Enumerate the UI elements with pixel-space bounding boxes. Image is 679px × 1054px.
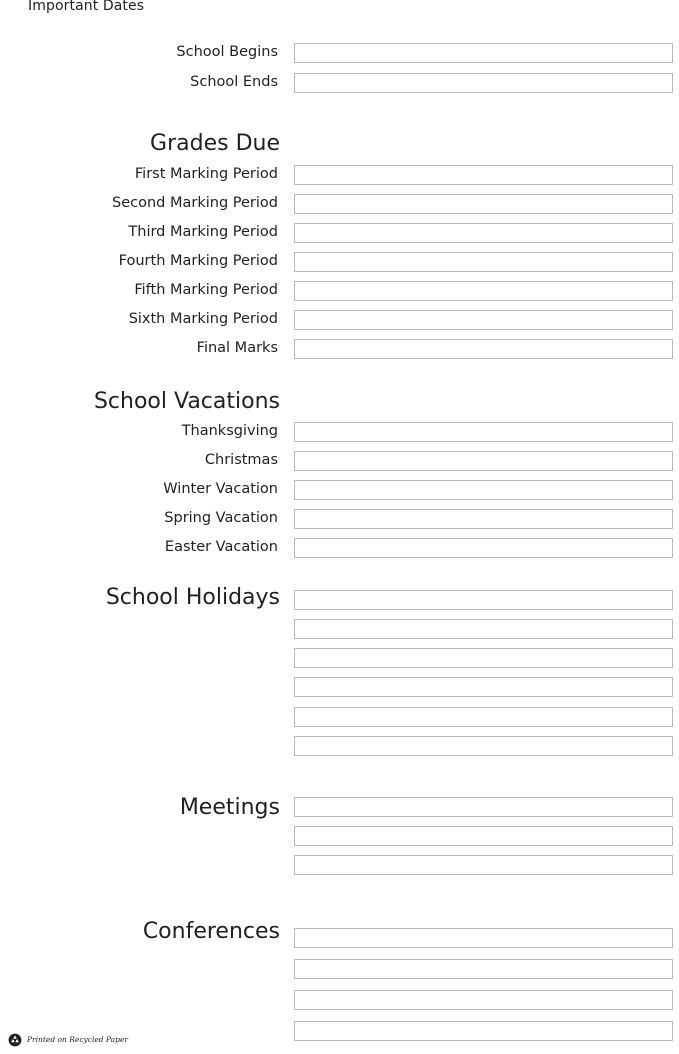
field-label: Spring Vacation xyxy=(164,510,278,526)
field-label: Fourth Marking Period xyxy=(118,253,278,269)
field-label: First Marking Period xyxy=(134,166,278,182)
form-row-school-holiday-6 xyxy=(0,736,679,758)
spring-vacation-input[interactable] xyxy=(294,509,673,529)
form-row-school-holiday-3 xyxy=(0,648,679,670)
section-heading-grades-due: Grades Due xyxy=(150,131,280,156)
form-row-second-marking-period xyxy=(0,194,679,216)
form-row-school-holiday-1 xyxy=(0,590,679,612)
fourth-marking-period-input[interactable] xyxy=(294,252,673,272)
form-row-conference-3 xyxy=(0,990,679,1012)
form-row-christmas xyxy=(0,451,679,473)
form-row-school-holiday-4 xyxy=(0,677,679,699)
page-title: Important Dates xyxy=(28,0,145,14)
field-label: Third Marking Period xyxy=(128,224,278,240)
conference-input-2[interactable] xyxy=(294,959,673,979)
form-row-sixth-marking-period xyxy=(0,310,679,332)
field-label: Easter Vacation xyxy=(164,539,278,555)
conference-input-4[interactable] xyxy=(294,1021,673,1041)
form-row-third-marking-period xyxy=(0,223,679,245)
form-row-meeting-3 xyxy=(0,855,679,877)
conference-input-3[interactable] xyxy=(294,990,673,1010)
christmas-input[interactable] xyxy=(294,451,673,471)
school-begins-input[interactable] xyxy=(294,43,673,63)
meeting-input-1[interactable] xyxy=(294,797,673,817)
form-row-easter-vacation xyxy=(0,538,679,560)
section-heading-school-vacations: School Vacations xyxy=(93,389,280,414)
form-row-meeting-1 xyxy=(0,797,679,819)
school-holiday-input-2[interactable] xyxy=(294,619,673,639)
form-row-winter-vacation xyxy=(0,480,679,502)
field-label: Fifth Marking Period xyxy=(134,282,278,298)
thanksgiving-input[interactable] xyxy=(294,422,673,442)
recycle-icon xyxy=(8,1032,22,1046)
meeting-input-2[interactable] xyxy=(294,826,673,846)
form-row-first-marking-period xyxy=(0,165,679,187)
school-holiday-input-6[interactable] xyxy=(294,736,673,756)
final-marks-input[interactable] xyxy=(294,339,673,359)
form-row-thanksgiving xyxy=(0,422,679,444)
meeting-input-3[interactable] xyxy=(294,855,673,875)
easter-vacation-input[interactable] xyxy=(294,538,673,558)
form-row-school-begins xyxy=(0,43,679,65)
school-holiday-input-4[interactable] xyxy=(294,677,673,697)
winter-vacation-input[interactable] xyxy=(294,480,673,500)
form-row-school-holiday-5 xyxy=(0,707,679,729)
first-marking-period-input[interactable] xyxy=(294,165,673,185)
section-heading-meetings: Meetings xyxy=(179,795,280,820)
field-label: Final Marks xyxy=(196,340,278,356)
second-marking-period-input[interactable] xyxy=(294,194,673,214)
school-ends-input[interactable] xyxy=(294,73,673,93)
school-holiday-input-5[interactable] xyxy=(294,707,673,727)
form-row-school-ends xyxy=(0,73,679,95)
form-row-final-marks xyxy=(0,339,679,361)
conference-input-1[interactable] xyxy=(294,928,673,948)
fifth-marking-period-input[interactable] xyxy=(294,281,673,301)
footer xyxy=(8,1032,128,1046)
form-row-conference-2 xyxy=(0,959,679,981)
field-label: Thanksgiving xyxy=(181,423,278,439)
form-row-conference-1 xyxy=(0,928,679,950)
field-label: Second Marking Period xyxy=(112,195,278,211)
form-row-school-holiday-2 xyxy=(0,619,679,641)
field-label: Sixth Marking Period xyxy=(128,311,278,327)
field-label: Christmas xyxy=(204,452,278,468)
form-row-fourth-marking-period xyxy=(0,252,679,274)
footer-text: Printed on Recycled Paper xyxy=(27,1034,128,1044)
field-label: School Ends xyxy=(190,74,278,90)
section-heading-school-holidays: School Holidays xyxy=(105,585,280,610)
third-marking-period-input[interactable] xyxy=(294,223,673,243)
field-label: School Begins xyxy=(176,44,278,60)
form-row-meeting-2 xyxy=(0,826,679,848)
section-heading-conferences: Conferences xyxy=(142,919,280,944)
sixth-marking-period-input[interactable] xyxy=(294,310,673,330)
form-row-fifth-marking-period xyxy=(0,281,679,303)
field-label: Winter Vacation xyxy=(163,481,278,497)
school-holiday-input-1[interactable] xyxy=(294,590,673,610)
form-row-spring-vacation xyxy=(0,509,679,531)
school-holiday-input-3[interactable] xyxy=(294,648,673,668)
